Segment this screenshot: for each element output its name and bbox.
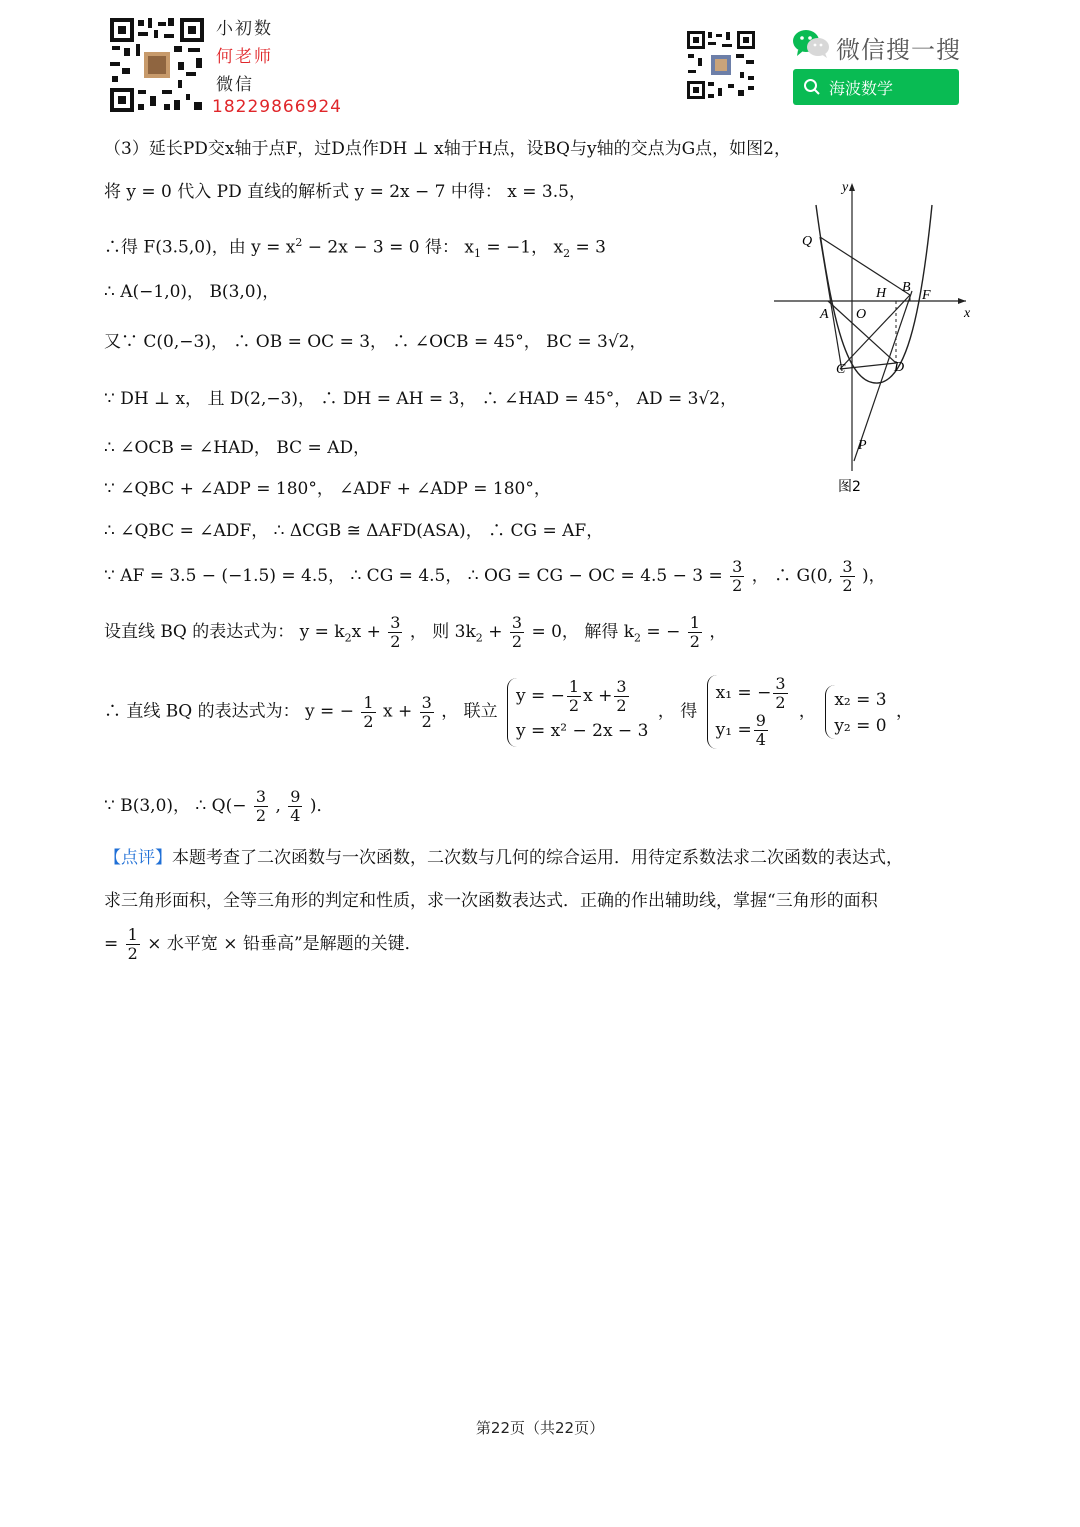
solution-line-2: 将 y = 0 代入 PD 直线的解析式 y = 2x − 7 中得： x = 3.5， — [104, 182, 586, 202]
solution-line-13: ∵ B(3,0)， ∴ Q(− $\frac{3}{2}$ , $\frac{9}{4}$ )． — [104, 787, 334, 825]
solution-line-7: ∴ ∠OCB = ∠HAD， BC = AD， — [104, 438, 371, 458]
figure-label-p: P — [858, 438, 867, 453]
review-tag: 【点评】 — [104, 848, 172, 868]
solution-line-6: ∵ DH ⊥ x， 且 D(2,−3)， ∴ DH = AH = 3， ∴ ∠HAD = 45°， AD = 3√2， — [104, 389, 738, 409]
figure-label-x: x — [964, 306, 971, 321]
solution-line-11: 设直线 BQ 的表达式为： $y = k_2x$ + $\frac{3}{2}$ ， 则 $3k_2$ + $\frac{3}{2}$ = 0， 解得 $k_2$ = − $\frac{1}{2}$ ， — [104, 613, 727, 651]
figure-label-d: D — [894, 360, 905, 375]
figure-label-f: F — [922, 288, 931, 303]
figure-caption: 图2 — [838, 479, 861, 495]
equation-system-3: x₂ = 3 y₂ = 0 — [825, 685, 886, 739]
figure-label-y: y — [842, 180, 849, 195]
figure-label-o: O — [856, 307, 867, 322]
wechat-search-title: 微信搜一搜 — [836, 37, 961, 64]
handwriting-phone: 18229866924 — [212, 97, 342, 117]
search-button[interactable] — [793, 69, 959, 105]
solution-line-3: ∴得 F(3.5,0)，由 $y = x^2 - 2x - 3 = 0$ 得： $x_1 = -1$， $x_2 = 3$ — [104, 236, 606, 261]
solution-line-1: （3）延长PD交x轴于点F，过D点作DH ⊥ x轴于H点，设BQ与y轴的交点为G点，如图2， — [104, 139, 791, 159]
solution-line-9: ∴ ∠QBC = ∠ADF， ∴ ΔCGB ≅ ΔAFD(ASA)， ∴ CG = AF， — [104, 521, 604, 541]
qr-code-right — [686, 30, 756, 100]
handwriting-line-2: 何老师 — [216, 47, 273, 67]
wechat-logo — [792, 28, 830, 60]
review-line-1: 【点评】本题考查了二次函数与一次函数，二次数与几何的综合运用．用待定系数法求二次函数的表达式， — [104, 848, 903, 868]
figure-label-b: B — [902, 280, 911, 295]
solution-line-5: 又∵ C(0,−3)， ∴ OB = OC = 3， ∴ ∠OCB = 45°， BC = 3√2， — [104, 332, 647, 352]
handwriting-line-3: 微信 — [216, 75, 254, 95]
solution-line-4: ∴ A(−1,0)， B(3,0)， — [104, 282, 280, 302]
search-icon — [803, 78, 821, 96]
solution-line-12: ∴ 直线 BQ 的表达式为： y = − $\frac{1}{2}$ x + $\frac{3}{2}$ ， 联立 y = − $\frac{1}{2}$ x + $\frac{3}{2}$ y = x² − 2x − 3 ， 得 x₁ = − $\frac{3}{2}$ y₁ = $\frac{9}{4}$ ， x₂ = 3 y₂ = 0 ， — [104, 674, 914, 749]
handwriting-line-1: 小初数 — [216, 19, 273, 39]
review-line-2: 求三角形面积，全等三角形的判定和性质，求一次函数表达式．正确的作出辅助线，掌握“三角形的面积 — [104, 891, 878, 911]
qr-code-left — [108, 16, 206, 114]
figure-2 — [770, 175, 980, 495]
search-button-label: 海波数学 — [829, 80, 894, 98]
figure-label-q: Q — [802, 234, 813, 249]
equation-system-1: y = − $\frac{1}{2}$ x + $\frac{3}{2}$ y = x² − 2x − 3 — [507, 678, 648, 747]
figure-label-c: C — [836, 362, 846, 377]
solution-line-8: ∵ ∠QBC + ∠ADP = 180°， ∠ADF + ∠ADP = 180°， — [104, 479, 551, 499]
figure-label-h: H — [876, 286, 887, 301]
figure-label-a: A — [820, 307, 829, 322]
wechat-icon — [792, 28, 830, 60]
review-line-3: = $\frac{1}{2}$ × 水平宽 × 铅垂高”是解题的关键． — [104, 925, 422, 963]
solution-line-10: ∵ AF = 3.5 − (−1.5) = 4.5， ∴ CG = 4.5， ∴ OG = CG − OC = 4.5 − 3 = $\frac{3}{2}$ ， ∴ G(0, $\frac{3}{2}$ )， — [104, 557, 886, 595]
equation-system-2: x₁ = − $\frac{3}{2}$ y₁ = $\frac{9}{4}$ — [707, 675, 790, 749]
page-number: 第22页（共22页） — [475, 1419, 605, 1437]
